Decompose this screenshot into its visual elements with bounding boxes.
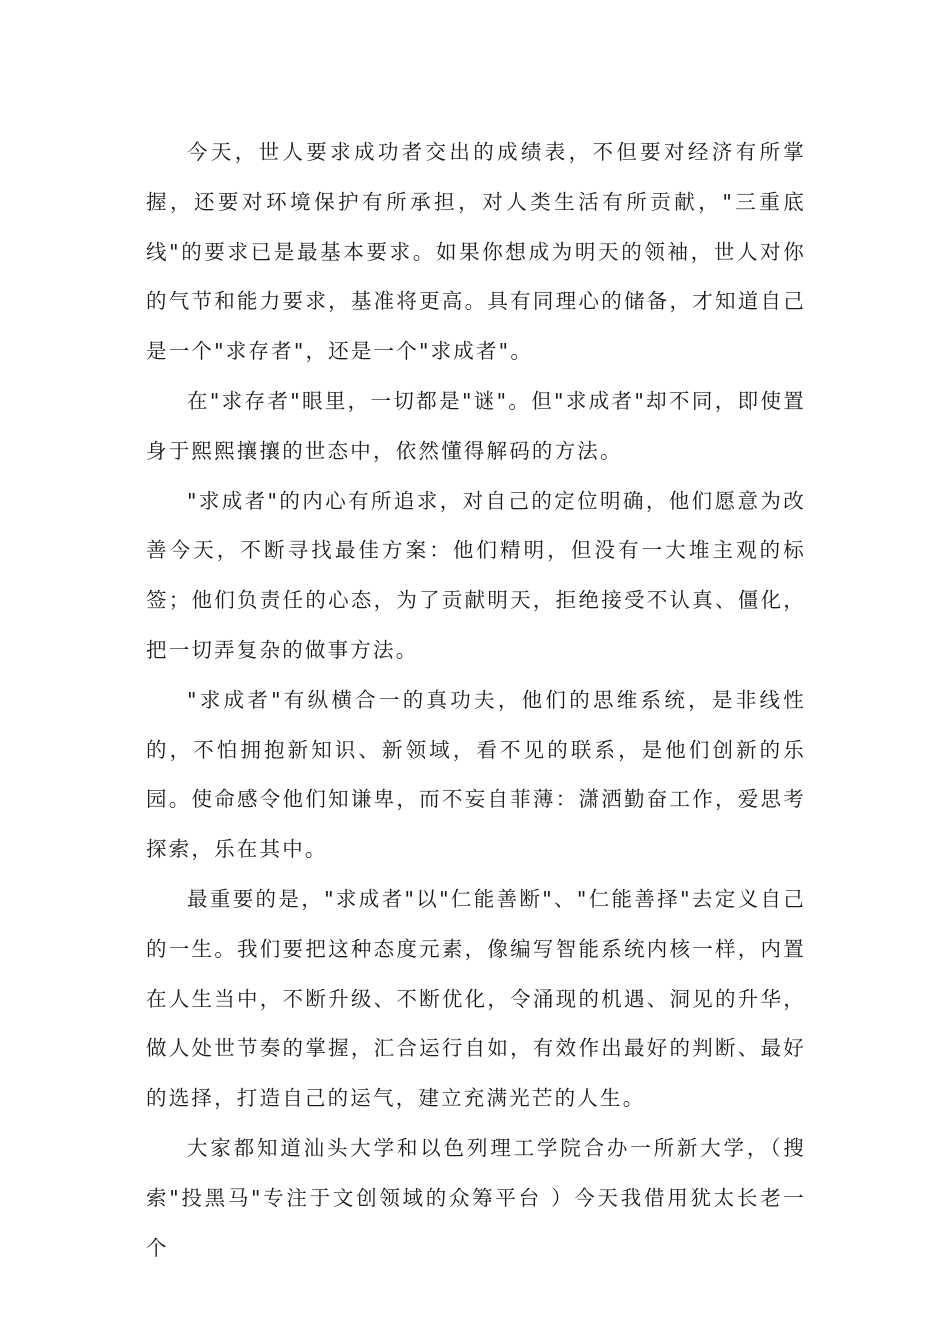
paragraph-5: 最重要的是，"求成者"以"仁能善断"、"仁能善择"去定义自己的一生。我们要把这种态度元素，像编写智能系统内核一样，内置在人生当中，不断升级、不断优化，令涌现的机遇、洞见的升华，做人处世节奏的掌握，汇合运行自如，有效作出最好的判断、最好的选择，打造自己的运气，建立充满光芒的人生。: [146, 886, 806, 1111]
body-text: [146, 128, 806, 1273]
paragraph-2: 在"求存者"眼里，一切都是"谜"。但"求成者"却不同，即使置身于熙熙攘攘的世态中，依然懂得解码的方法。: [146, 388, 806, 463]
paragraph-3: "求成者"的内心有所追求，对自己的定位明确，他们愿意为改善今天，不断寻找最佳方案：他们精明，但没有一大堆主观的标签；他们负责任的心态，为了贡献明天，拒绝接受不认真、僵化，把一切弄复杂的做事方法。: [146, 488, 806, 662]
paragraph-4: "求成者"有纵横合一的真功夫，他们的思维系统，是非线性的，不怕拥抱新知识、新领域，看不见的联系，是他们创新的乐园。使命感令他们知谦卑，而不妄自菲薄：潇洒勤奋工作，爱思考探索，乐在其中。: [146, 687, 806, 862]
paragraph-1: 今天，世人要求成功者交出的成绩表，不但要对经济有所掌握，还要对环境保护有所承担，对人类生活有所贡献，"三重底线"的要求已是最基本要求。如果你想成为明天的领袖，世人对你的气节和能力要求，基准将更高。具有同理心的储备，才知道自己是一个"求存者"，还是一个"求成者"。: [146, 140, 806, 364]
paragraph-6: 大家都知道汕头大学和以色列理工学院合办一所新大学，（搜索"投黑马"专注于文创领域的众筹平台 ）今天我借用犹太长老一个: [146, 1135, 806, 1260]
